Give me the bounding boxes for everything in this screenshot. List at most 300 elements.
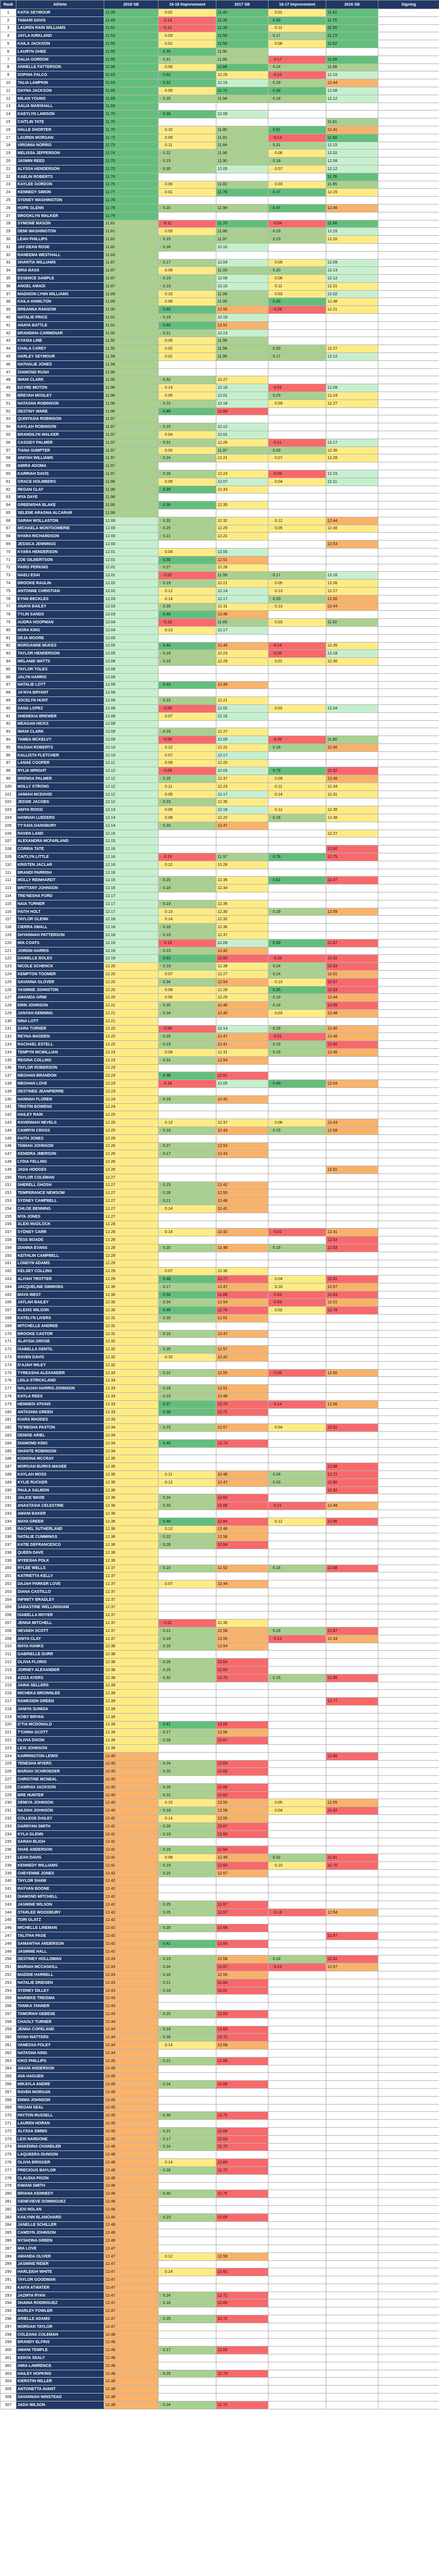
cell-15-18-improvement[interactable] xyxy=(159,1361,216,1369)
cell-athlete[interactable]: SHANTE ROBINSON xyxy=(16,1447,104,1455)
cell-2017-sb[interactable]: 12.54 xyxy=(216,1056,268,1064)
cell-rank[interactable]: 174 xyxy=(1,1361,16,1369)
cell-2016-sb[interactable]: 12.62 xyxy=(326,955,378,963)
cell-15-18-improvement[interactable] xyxy=(159,259,216,267)
cell-16-17-improvement[interactable] xyxy=(268,329,326,337)
cell-2017-sb[interactable]: 12.07 xyxy=(216,478,268,486)
cell-16-17-improvement[interactable] xyxy=(268,1330,326,1338)
cell-athlete[interactable]: BREANNA RANSOM xyxy=(16,306,104,314)
cell-rank[interactable]: 302 xyxy=(1,2362,16,2370)
cell-2016-sb[interactable] xyxy=(326,1885,378,1893)
cell-rank[interactable]: 206 xyxy=(1,1612,16,1619)
cell-rank[interactable]: 123 xyxy=(1,963,16,971)
cell-16-17-improvement[interactable] xyxy=(268,1025,326,1033)
cell-15-18-improvement[interactable] xyxy=(159,1408,216,1416)
cell-15-18-improvement[interactable] xyxy=(159,1025,216,1033)
cell-2018-sb[interactable]: 11.94 xyxy=(104,353,159,361)
cell-2016-sb[interactable] xyxy=(326,2370,378,2378)
cell-signing[interactable] xyxy=(378,2143,439,2151)
cell-2018-sb[interactable]: 12.39 xyxy=(104,1698,159,1706)
cell-signing[interactable] xyxy=(378,16,439,24)
cell-15-18-improvement[interactable] xyxy=(159,314,216,322)
cell-2017-sb[interactable]: 12.84 xyxy=(216,407,268,415)
cell-2017-sb[interactable]: 12.74 xyxy=(216,1439,268,1447)
cell-rank[interactable]: 294 xyxy=(1,2299,16,2307)
cell-athlete[interactable]: MOLLY STRONG xyxy=(16,783,104,790)
cell-2016-sb[interactable] xyxy=(326,720,378,728)
cell-15-18-improvement[interactable] xyxy=(159,877,216,885)
cell-athlete[interactable]: NATALIE DREISEN xyxy=(16,1979,104,1987)
cell-athlete[interactable]: RACHAEL ESTELL xyxy=(16,1041,104,1049)
cell-2017-sb[interactable] xyxy=(216,634,268,642)
cell-2016-sb[interactable] xyxy=(326,1095,378,1103)
cell-2018-sb[interactable]: 12.45 xyxy=(104,2096,159,2104)
cell-rank[interactable]: 295 xyxy=(1,2307,16,2315)
cell-athlete[interactable]: SHANTIA WILLIAMS xyxy=(16,259,104,267)
cell-2018-sb[interactable]: 12.39 xyxy=(104,1690,159,1698)
cell-athlete[interactable]: IMANI CLARK xyxy=(16,728,104,736)
cell-2017-sb[interactable] xyxy=(216,2276,268,2284)
cell-16-17-improvement[interactable] xyxy=(268,1283,326,1291)
cell-rank[interactable]: 155 xyxy=(1,1213,16,1221)
cell-rank[interactable]: 245 xyxy=(1,1916,16,1924)
cell-2016-sb[interactable] xyxy=(326,665,378,673)
cell-2018-sb[interactable]: 12.30 xyxy=(104,1283,159,1291)
cell-2018-sb[interactable]: 12.46 xyxy=(104,2229,159,2237)
cell-2017-sb[interactable] xyxy=(216,869,268,877)
cell-2017-sb[interactable] xyxy=(216,689,268,697)
cell-2017-sb[interactable]: 12.67 xyxy=(216,1901,268,1908)
cell-2017-sb[interactable]: 12.58 xyxy=(216,1533,268,1541)
cell-15-18-improvement[interactable] xyxy=(159,486,216,494)
cell-athlete[interactable]: KIMANI SMITH xyxy=(16,2182,104,2190)
cell-athlete[interactable]: MADISON LYNN WILLIAMS xyxy=(16,290,104,298)
cell-2017-sb[interactable] xyxy=(216,1612,268,1619)
cell-2018-sb[interactable]: 12.42 xyxy=(104,1940,159,1948)
cell-16-17-improvement[interactable] xyxy=(268,2159,326,2167)
cell-2016-sb[interactable]: 12.15 xyxy=(326,228,378,236)
cell-15-18-improvement[interactable] xyxy=(159,2386,216,2394)
cell-2018-sb[interactable]: 12.46 xyxy=(104,2143,159,2151)
cell-16-17-improvement[interactable] xyxy=(268,572,326,580)
cell-2018-sb[interactable]: 11.91 xyxy=(104,314,159,322)
cell-rank[interactable]: 34 xyxy=(1,267,16,275)
cell-2016-sb[interactable] xyxy=(326,1221,378,1229)
cell-16-17-improvement[interactable] xyxy=(268,2010,326,2018)
cell-16-17-improvement[interactable] xyxy=(268,1916,326,1924)
cell-16-17-improvement[interactable] xyxy=(268,259,326,267)
cell-2016-sb[interactable]: 12.62 xyxy=(326,1807,378,1815)
cell-signing[interactable] xyxy=(378,1268,439,1276)
cell-rank[interactable]: 222 xyxy=(1,1737,16,1745)
cell-15-18-improvement[interactable] xyxy=(159,2260,216,2268)
cell-2016-sb[interactable]: 12.30 xyxy=(326,806,378,814)
cell-athlete[interactable]: KYASIA LINE xyxy=(16,337,104,345)
cell-2018-sb[interactable]: 12.43 xyxy=(104,1971,159,1979)
cell-15-18-improvement[interactable] xyxy=(159,306,216,314)
cell-2017-sb[interactable] xyxy=(216,1134,268,1142)
cell-16-17-improvement[interactable] xyxy=(268,1244,326,1252)
cell-15-18-improvement[interactable] xyxy=(159,1510,216,1518)
cell-2018-sb[interactable]: 12.41 xyxy=(104,1846,159,1854)
cell-athlete[interactable]: NAJIAH JOHNSON xyxy=(16,1807,104,1815)
cell-rank[interactable]: 62 xyxy=(1,486,16,494)
cell-2016-sb[interactable] xyxy=(326,947,378,955)
cell-athlete[interactable]: DIAMOND RUSH xyxy=(16,368,104,376)
cell-athlete[interactable]: REYNA MADDEN xyxy=(16,1033,104,1041)
cell-2016-sb[interactable] xyxy=(326,1604,378,1612)
cell-signing[interactable] xyxy=(378,1948,439,1956)
cell-athlete[interactable]: ANTASHIA GREEN xyxy=(16,1408,104,1416)
cell-signing[interactable] xyxy=(378,2159,439,2167)
cell-2018-sb[interactable]: 12.19 xyxy=(104,947,159,955)
cell-2016-sb[interactable]: 11.81 xyxy=(326,118,378,126)
cell-2016-sb[interactable] xyxy=(326,1322,378,1330)
cell-2016-sb[interactable]: 12.77 xyxy=(326,1698,378,1706)
cell-2018-sb[interactable]: 12.16 xyxy=(104,869,159,877)
cell-signing[interactable] xyxy=(378,2394,439,2401)
cell-2017-sb[interactable]: 12.06 xyxy=(216,275,268,283)
cell-2016-sb[interactable] xyxy=(326,1979,378,1987)
cell-16-17-improvement[interactable] xyxy=(268,1346,326,1354)
cell-15-18-improvement[interactable] xyxy=(159,2182,216,2190)
cell-rank[interactable]: 119 xyxy=(1,932,16,940)
cell-athlete[interactable]: LONDYN ADAMS xyxy=(16,1260,104,1268)
cell-2018-sb[interactable]: 12.45 xyxy=(104,2065,159,2073)
cell-athlete[interactable]: NAELI ESAI xyxy=(16,572,104,580)
cell-16-17-improvement[interactable] xyxy=(268,665,326,673)
cell-signing[interactable] xyxy=(378,1705,439,1713)
cell-15-18-improvement[interactable] xyxy=(159,1346,216,1354)
cell-signing[interactable] xyxy=(378,720,439,728)
cell-2016-sb[interactable]: 12.12 xyxy=(326,165,378,173)
cell-2017-sb[interactable]: 12.83 xyxy=(216,1940,268,1948)
cell-rank[interactable]: 10 xyxy=(1,79,16,87)
cell-athlete[interactable]: JENNA COPELAND xyxy=(16,2026,104,2034)
cell-signing[interactable] xyxy=(378,1213,439,1221)
cell-2018-sb[interactable]: 12.30 xyxy=(104,1307,159,1315)
cell-2016-sb[interactable] xyxy=(326,1197,378,1205)
cell-2017-sb[interactable]: 11.78 xyxy=(216,189,268,197)
cell-2017-sb[interactable]: 12.02 xyxy=(216,704,268,712)
cell-signing[interactable] xyxy=(378,2057,439,2065)
cell-2016-sb[interactable]: 12.43 xyxy=(326,1635,378,1643)
cell-signing[interactable] xyxy=(378,1971,439,1979)
cell-15-18-improvement[interactable] xyxy=(159,63,216,71)
cell-2017-sb[interactable] xyxy=(216,541,268,549)
cell-2017-sb[interactable] xyxy=(216,2088,268,2096)
cell-2018-sb[interactable]: 11.55 xyxy=(104,56,159,63)
cell-rank[interactable]: 150 xyxy=(1,1174,16,1181)
cell-rank[interactable]: 166 xyxy=(1,1299,16,1307)
cell-2017-sb[interactable]: 12.58 xyxy=(216,1807,268,1815)
cell-rank[interactable]: 172 xyxy=(1,1346,16,1354)
cell-2017-sb[interactable]: 11.86 xyxy=(216,228,268,236)
cell-2018-sb[interactable]: 12.02 xyxy=(104,587,159,595)
cell-2017-sb[interactable]: 12.27 xyxy=(216,376,268,384)
cell-2018-sb[interactable]: 12.06 xyxy=(104,658,159,666)
cell-signing[interactable] xyxy=(378,2276,439,2284)
cell-rank[interactable]: 183 xyxy=(1,1432,16,1440)
cell-2016-sb[interactable] xyxy=(326,243,378,251)
cell-16-17-improvement[interactable] xyxy=(268,580,326,588)
cell-2018-sb[interactable]: 12.48 xyxy=(104,2370,159,2378)
cell-rank[interactable]: 59 xyxy=(1,462,16,470)
cell-signing[interactable] xyxy=(378,1369,439,1377)
cell-2016-sb[interactable] xyxy=(326,1666,378,1674)
cell-athlete[interactable]: MORGANNE MUKES xyxy=(16,642,104,650)
cell-2017-sb[interactable]: 12.25 xyxy=(216,71,268,79)
cell-2017-sb[interactable] xyxy=(216,494,268,501)
cell-2018-sb[interactable]: 12.18 xyxy=(104,932,159,940)
cell-2017-sb[interactable]: 12.28 xyxy=(216,564,268,572)
cell-15-18-improvement[interactable] xyxy=(159,790,216,798)
cell-signing[interactable] xyxy=(378,243,439,251)
cell-2017-sb[interactable]: 12.42 xyxy=(216,1181,268,1189)
cell-2016-sb[interactable]: 12.46 xyxy=(326,204,378,212)
cell-2018-sb[interactable]: 12.14 xyxy=(104,822,159,830)
cell-2018-sb[interactable]: 12.40 xyxy=(104,1783,159,1791)
cell-athlete[interactable]: TALITHA PAGE xyxy=(16,1932,104,1940)
cell-rank[interactable]: 296 xyxy=(1,2315,16,2323)
cell-15-18-improvement[interactable] xyxy=(159,1752,216,1760)
cell-2017-sb[interactable] xyxy=(216,2245,268,2252)
cell-signing[interactable] xyxy=(378,619,439,627)
cell-2016-sb[interactable]: 12.82 xyxy=(326,767,378,775)
cell-2017-sb[interactable]: 12.00 xyxy=(216,736,268,744)
cell-2018-sb[interactable]: 12.26 xyxy=(104,1134,159,1142)
cell-16-17-improvement[interactable] xyxy=(268,548,326,556)
cell-2016-sb[interactable] xyxy=(326,1017,378,1025)
cell-2016-sb[interactable]: 12.67 xyxy=(326,939,378,947)
cell-rank[interactable]: 64 xyxy=(1,501,16,509)
cell-2017-sb[interactable]: 12.42 xyxy=(216,1095,268,1103)
cell-rank[interactable]: 60 xyxy=(1,470,16,478)
cell-16-17-improvement[interactable] xyxy=(268,634,326,642)
cell-signing[interactable] xyxy=(378,572,439,580)
cell-16-17-improvement[interactable] xyxy=(268,1776,326,1784)
cell-signing[interactable] xyxy=(378,275,439,283)
cell-15-18-improvement[interactable] xyxy=(159,658,216,666)
cell-15-18-improvement[interactable] xyxy=(159,587,216,595)
cell-2016-sb[interactable]: 12.12 xyxy=(326,353,378,361)
cell-signing[interactable] xyxy=(378,71,439,79)
cell-2017-sb[interactable] xyxy=(216,462,268,470)
cell-athlete[interactable]: HENNEDI ATKINS xyxy=(16,1400,104,1408)
cell-2018-sb[interactable]: 12.33 xyxy=(104,1400,159,1408)
cell-rank[interactable]: 303 xyxy=(1,2370,16,2378)
cell-2018-sb[interactable]: 12.42 xyxy=(104,1893,159,1901)
cell-16-17-improvement[interactable] xyxy=(268,994,326,1002)
cell-athlete[interactable]: INFINITY BRADLEY xyxy=(16,1596,104,1604)
cell-15-18-improvement[interactable] xyxy=(159,173,216,181)
cell-2017-sb[interactable]: 12.31 xyxy=(216,1048,268,1056)
cell-rank[interactable]: 128 xyxy=(1,1002,16,1010)
cell-15-18-improvement[interactable] xyxy=(159,1315,216,1323)
cell-signing[interactable] xyxy=(378,204,439,212)
cell-15-18-improvement[interactable] xyxy=(159,2065,216,2073)
cell-15-18-improvement[interactable] xyxy=(159,1830,216,1838)
cell-2017-sb[interactable]: 12.58 xyxy=(216,2042,268,2050)
cell-rank[interactable]: 40 xyxy=(1,314,16,322)
cell-2017-sb[interactable]: 12.69 xyxy=(216,2081,268,2089)
cell-2017-sb[interactable] xyxy=(216,2307,268,2315)
cell-rank[interactable]: 20 xyxy=(1,158,16,165)
cell-athlete[interactable]: JANYAH KENNING xyxy=(16,1010,104,1018)
cell-athlete[interactable]: KATRIETTA KELLY xyxy=(16,1572,104,1580)
cell-rank[interactable]: 227 xyxy=(1,1776,16,1784)
cell-2017-sb[interactable] xyxy=(216,1103,268,1111)
cell-rank[interactable]: 149 xyxy=(1,1166,16,1174)
cell-2016-sb[interactable] xyxy=(326,2010,378,2018)
cell-athlete[interactable]: ANAYA BATTLE xyxy=(16,321,104,329)
cell-rank[interactable]: 125 xyxy=(1,978,16,986)
cell-athlete[interactable]: MYA JONES xyxy=(16,1213,104,1221)
cell-signing[interactable] xyxy=(378,830,439,838)
cell-rank[interactable]: 202 xyxy=(1,1580,16,1588)
cell-16-17-improvement[interactable] xyxy=(268,1361,326,1369)
cell-15-18-improvement[interactable] xyxy=(159,798,216,806)
cell-2016-sb[interactable] xyxy=(326,2339,378,2347)
cell-athlete[interactable]: BRE HUNTER xyxy=(16,1791,104,1799)
cell-2018-sb[interactable]: 12.01 xyxy=(104,556,159,564)
cell-16-17-improvement[interactable] xyxy=(268,197,326,205)
cell-2017-sb[interactable]: 12.28 xyxy=(216,986,268,994)
cell-2017-sb[interactable]: 12.84 xyxy=(216,1517,268,1525)
cell-2016-sb[interactable] xyxy=(326,1142,378,1150)
cell-rank[interactable]: 285 xyxy=(1,2229,16,2237)
cell-rank[interactable]: 99 xyxy=(1,775,16,783)
cell-2018-sb[interactable]: 11.96 xyxy=(104,407,159,415)
cell-2016-sb[interactable] xyxy=(326,1252,378,1260)
cell-athlete[interactable]: MADDIE HARRELL xyxy=(16,1971,104,1979)
cell-2017-sb[interactable] xyxy=(216,2260,268,2268)
cell-2016-sb[interactable] xyxy=(326,1330,378,1338)
cell-2017-sb[interactable] xyxy=(216,2205,268,2213)
cell-2018-sb[interactable]: 12.48 xyxy=(104,2362,159,2370)
cell-2017-sb[interactable] xyxy=(216,1166,268,1174)
cell-2017-sb[interactable]: 12.22 xyxy=(216,743,268,751)
cell-2018-sb[interactable]: 12.48 xyxy=(104,2331,159,2339)
cell-athlete[interactable]: ANAYA BAILEY xyxy=(16,603,104,611)
cell-athlete[interactable]: BREYAH MOSLEY xyxy=(16,392,104,400)
cell-signing[interactable] xyxy=(378,704,439,712)
cell-15-18-improvement[interactable] xyxy=(159,181,216,189)
cell-2018-sb[interactable]: 12.46 xyxy=(104,2205,159,2213)
cell-2018-sb[interactable]: 11.73 xyxy=(104,142,159,150)
cell-athlete[interactable]: KARRINGTON LEWIS xyxy=(16,1752,104,1760)
cell-athlete[interactable]: DAYNA JACKSON xyxy=(16,87,104,95)
cell-2017-sb[interactable] xyxy=(216,360,268,368)
cell-athlete[interactable]: LEILA STRICKLAND xyxy=(16,1377,104,1385)
cell-2017-sb[interactable]: 11.56 xyxy=(216,40,268,48)
cell-2017-sb[interactable]: 12.36 xyxy=(216,924,268,932)
cell-2016-sb[interactable] xyxy=(326,1987,378,1995)
cell-2017-sb[interactable] xyxy=(216,2096,268,2104)
cell-15-18-improvement[interactable] xyxy=(159,2049,216,2057)
cell-2016-sb[interactable] xyxy=(326,1651,378,1659)
cell-15-18-improvement[interactable] xyxy=(159,2073,216,2081)
cell-athlete[interactable]: OLIVIA DIXON xyxy=(16,1737,104,1745)
cell-signing[interactable] xyxy=(378,2401,439,2409)
cell-signing[interactable] xyxy=(378,1260,439,1268)
cell-2018-sb[interactable]: 12.47 xyxy=(104,2245,159,2252)
cell-15-18-improvement[interactable] xyxy=(159,1002,216,1010)
cell-signing[interactable] xyxy=(378,1416,439,1424)
cell-signing[interactable] xyxy=(378,1346,439,1354)
cell-signing[interactable] xyxy=(378,626,439,634)
cell-15-18-improvement[interactable] xyxy=(159,1478,216,1486)
cell-16-17-improvement[interactable] xyxy=(268,877,326,885)
cell-athlete[interactable]: AVA HAGUEN xyxy=(16,2073,104,2081)
cell-2018-sb[interactable]: 11.81 xyxy=(104,220,159,228)
cell-rank[interactable]: 196 xyxy=(1,1533,16,1541)
cell-2016-sb[interactable]: 11.92 xyxy=(326,619,378,627)
cell-2016-sb[interactable] xyxy=(326,673,378,681)
cell-signing[interactable] xyxy=(378,845,439,853)
cell-15-18-improvement[interactable] xyxy=(159,1979,216,1987)
cell-15-18-improvement[interactable] xyxy=(159,9,216,17)
cell-signing[interactable] xyxy=(378,900,439,908)
cell-athlete[interactable]: RAYVAN BOONE xyxy=(16,1885,104,1893)
cell-2017-sb[interactable] xyxy=(216,2237,268,2245)
cell-rank[interactable]: 29 xyxy=(1,228,16,236)
cell-15-18-improvement[interactable] xyxy=(159,1221,216,1229)
cell-signing[interactable] xyxy=(378,1596,439,1604)
cell-athlete[interactable]: MITCHELLE ANDREE xyxy=(16,1322,104,1330)
cell-signing[interactable] xyxy=(378,1838,439,1846)
cell-2017-sb[interactable]: 12.28 xyxy=(216,861,268,869)
cell-athlete[interactable]: MORGAN TAYLOR xyxy=(16,2323,104,2331)
cell-2017-sb[interactable] xyxy=(216,251,268,259)
cell-2018-sb[interactable]: 12.32 xyxy=(104,1338,159,1346)
cell-2017-sb[interactable]: 12.49 xyxy=(216,681,268,689)
cell-16-17-improvement[interactable] xyxy=(268,423,326,431)
cell-2017-sb[interactable]: 11.90 xyxy=(216,158,268,165)
cell-2018-sb[interactable]: 12.04 xyxy=(104,619,159,627)
cell-rank[interactable]: 252 xyxy=(1,1971,16,1979)
cell-2018-sb[interactable]: 12.47 xyxy=(104,2292,159,2299)
cell-15-18-improvement[interactable] xyxy=(159,2315,216,2323)
cell-2016-sb[interactable] xyxy=(326,321,378,329)
cell-2018-sb[interactable]: 11.95 xyxy=(104,368,159,376)
cell-2016-sb[interactable] xyxy=(326,564,378,572)
cell-rank[interactable]: 97 xyxy=(1,759,16,767)
cell-signing[interactable] xyxy=(378,963,439,971)
cell-16-17-improvement[interactable] xyxy=(268,1963,326,1971)
cell-athlete[interactable]: KAIYA ATWATER xyxy=(16,2284,104,2292)
cell-rank[interactable]: 280 xyxy=(1,2190,16,2198)
cell-2016-sb[interactable]: 12.02 xyxy=(326,290,378,298)
cell-signing[interactable] xyxy=(378,110,439,118)
cell-rank[interactable]: 130 xyxy=(1,1017,16,1025)
cell-rank[interactable]: 231 xyxy=(1,1807,16,1815)
cell-16-17-improvement[interactable] xyxy=(268,2292,326,2299)
cell-15-18-improvement[interactable] xyxy=(159,142,216,150)
cell-2018-sb[interactable]: 11.92 xyxy=(104,345,159,353)
cell-15-18-improvement[interactable] xyxy=(159,759,216,767)
cell-athlete[interactable]: NATASHA ROBINSON xyxy=(16,399,104,407)
cell-2016-sb[interactable]: 12.58 xyxy=(326,1127,378,1134)
cell-athlete[interactable]: JASMINE HALL xyxy=(16,1948,104,1956)
cell-rank[interactable]: 265 xyxy=(1,2073,16,2081)
cell-athlete[interactable]: SAVANNA GLOVER xyxy=(16,978,104,986)
cell-2016-sb[interactable] xyxy=(326,2104,378,2112)
cell-2016-sb[interactable]: 12.41 xyxy=(326,126,378,134)
cell-2018-sb[interactable]: 12.41 xyxy=(104,1815,159,1823)
cell-rank[interactable]: 105 xyxy=(1,822,16,830)
cell-2016-sb[interactable] xyxy=(326,1572,378,1580)
